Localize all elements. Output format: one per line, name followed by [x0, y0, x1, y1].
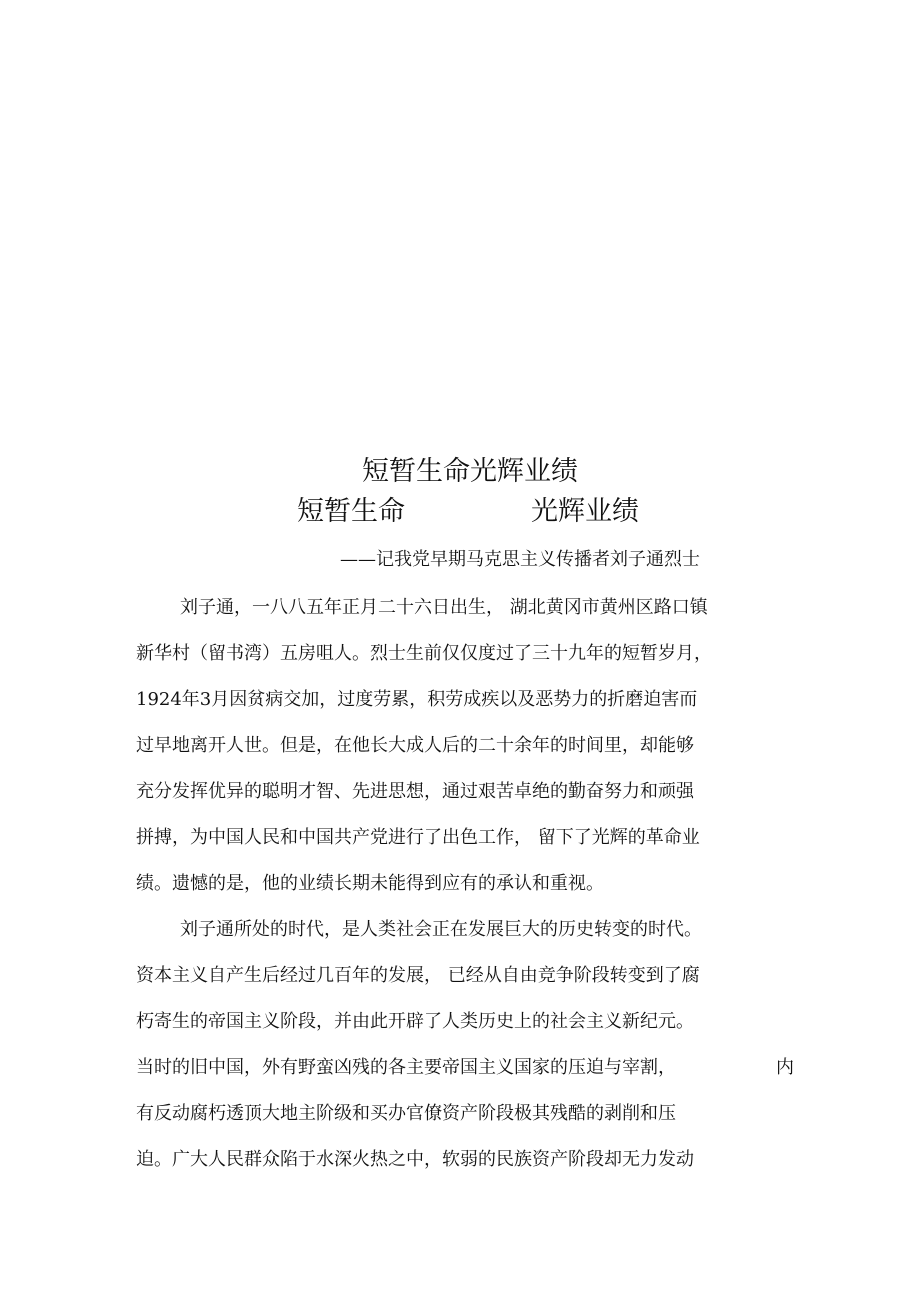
paragraph-line: 拼搏，为中国人民和中国共产党进行了出色工作， 留下了光辉的革命业: [136, 827, 700, 848]
paragraph-line: 过早地离开人世。但是，在他长大成人后的二十余年的时间里，却能够: [136, 735, 694, 756]
paragraph-line: 当时的旧中国，外有野蛮凶残的各主要帝国主义国家的压迫与宰割，: [136, 1057, 676, 1078]
paragraph-line: 刘子通所处的时代，是人类社会正在发展巨大的历史转变的时代。: [180, 919, 702, 940]
document-title: 短暂生命光辉业绩: [362, 456, 578, 487]
paragraph-line-trailing: 内: [776, 1057, 794, 1078]
paragraph-line: 绩。遗憾的是，他的业绩长期未能得到应有的承认和重视。: [136, 873, 604, 894]
paragraph-line: 新华村（留书湾）五房咀人。烈士生前仅仅度过了三十九年的短暂岁月，: [136, 643, 712, 664]
document-title-left: 短暂生命: [297, 496, 405, 527]
paragraph-line: 1924年3月因贫病交加，过度劳累，积劳成疾以及恶势力的折磨迫害而: [136, 689, 698, 710]
paragraph-line: 有反动腐朽透顶大地主阶级和买办官僚资产阶段极其残酷的剥削和压: [136, 1103, 676, 1124]
paragraph-line: 充分发挥优异的聪明才智、先进思想，通过艰苦卓绝的勤奋努力和顽强: [136, 781, 694, 802]
paragraph-line: 朽寄生的帝国主义阶段，并由此开辟了人类历史上的社会主义新纪元。: [136, 1011, 694, 1032]
paragraph-line: 刘子通，一八八五年正月二十六日出生， 湖北黄冈市黄州区路口镇: [180, 597, 708, 618]
document-title-repeat: [0, 494, 920, 530]
document-title-right: 光辉业绩: [531, 496, 639, 527]
document-subtitle: ——记我党早期马克思主义传播者刘子通烈士: [340, 549, 700, 570]
paragraph-line: 迫。广大人民群众陷于水深火热之中，软弱的民族资产阶段却无力发动: [136, 1149, 694, 1170]
paragraph-line: 资本主义自产生后经过几百年的发展， 已经从自由竞争阶段转变到了腐: [136, 965, 700, 986]
